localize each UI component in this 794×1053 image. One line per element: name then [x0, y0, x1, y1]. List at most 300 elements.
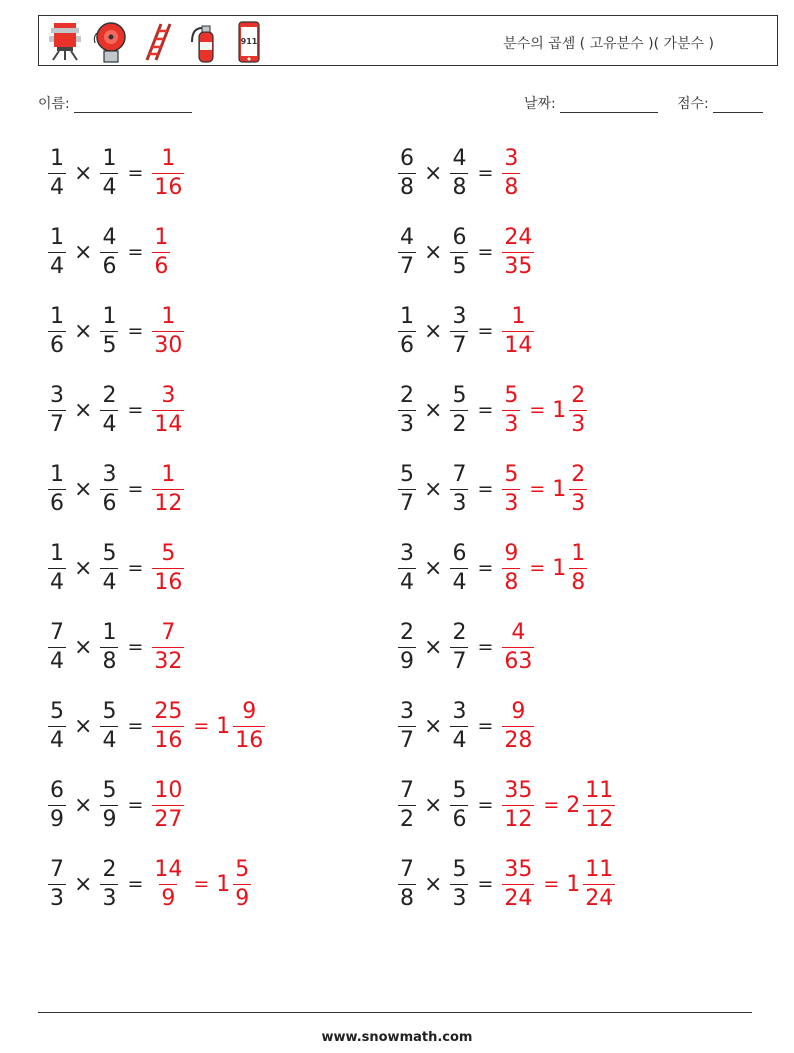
fraction-a: [48, 619, 66, 674]
score-label: 점수:: [677, 96, 709, 112]
numerator: 9: [511, 698, 526, 724]
answer: [500, 777, 617, 832]
mixed-whole: 1: [552, 555, 567, 581]
denominator: 8: [400, 174, 414, 200]
numerator: 6: [452, 540, 467, 566]
fraction-a: [398, 856, 416, 911]
problem-item: [46, 141, 186, 205]
worksheet-title: 분수의 곱셈 ( 고유분수 )( 가분수 ): [503, 36, 714, 52]
equals-sign: =: [127, 873, 144, 895]
denominator: 12: [585, 806, 614, 832]
answer: [150, 461, 186, 516]
equals-sign: =: [127, 636, 144, 658]
fraction-a: [48, 224, 66, 279]
equals-sign: =: [127, 478, 144, 500]
times-sign: ×: [74, 792, 93, 818]
numerator: 2: [571, 461, 586, 487]
numerator: 3: [102, 461, 117, 487]
numerator: 7: [400, 777, 414, 803]
numerator: 1: [50, 540, 64, 566]
numerator: 1: [50, 461, 64, 487]
ladder-icon: [137, 20, 177, 64]
answer: [150, 540, 186, 595]
numerator: 1: [161, 145, 176, 171]
numerator: 6: [452, 224, 467, 250]
denominator: 2: [400, 806, 414, 832]
times-sign: ×: [424, 160, 443, 186]
times-sign: ×: [74, 555, 93, 581]
times-sign: ×: [424, 476, 443, 502]
numerator: 24: [504, 224, 533, 250]
denominator: 32: [154, 648, 183, 674]
fraction-a: [48, 461, 66, 516]
answer: [150, 145, 186, 200]
numerator: 5: [102, 698, 117, 724]
numerator: 5: [452, 777, 467, 803]
problem-item: [46, 299, 186, 363]
denominator: 2: [452, 411, 467, 437]
numerator: 4: [452, 145, 467, 171]
times-sign: ×: [74, 397, 93, 423]
denominator: 30: [154, 332, 183, 358]
equals-sign: =: [127, 399, 144, 421]
equals-sign: =: [127, 241, 144, 263]
answer-fraction: [152, 382, 184, 437]
date-label: 날짜:: [524, 96, 556, 112]
fraction-b: [100, 224, 118, 279]
denominator: 4: [50, 648, 64, 674]
mixed-fraction: [233, 856, 251, 911]
times-sign: ×: [74, 239, 93, 265]
denominator: 6: [400, 332, 414, 358]
denominator: 3: [50, 885, 64, 911]
answer: [150, 224, 172, 279]
numerator: 2: [400, 619, 414, 645]
denominator: 3: [452, 490, 467, 516]
problem-item: [396, 141, 522, 205]
fraction-a: [398, 303, 416, 358]
numerator: 1: [161, 461, 176, 487]
equals-sign: =: [477, 162, 494, 184]
numerator: 3: [400, 698, 414, 724]
denominator: 3: [571, 411, 586, 437]
fraction-b: [450, 540, 468, 595]
fraction-a: [398, 540, 416, 595]
numerator: 2: [452, 619, 467, 645]
fraction-b: [100, 698, 118, 753]
times-sign: ×: [424, 397, 443, 423]
denominator: 16: [235, 727, 264, 753]
numerator: 4: [102, 224, 117, 250]
times-sign: ×: [424, 555, 443, 581]
fraction-b: [100, 777, 118, 832]
answer: [150, 698, 267, 753]
denominator: 4: [102, 174, 117, 200]
denominator: 7: [400, 253, 414, 279]
times-sign: ×: [74, 713, 93, 739]
denominator: 24: [504, 885, 533, 911]
denominator: 24: [585, 885, 614, 911]
mixed-whole: 1: [552, 397, 567, 423]
numerator: 6: [400, 145, 414, 171]
numerator: 11: [585, 856, 614, 882]
mixed-fraction: [569, 382, 587, 437]
fraction-b: [450, 303, 468, 358]
numerator: 4: [400, 224, 414, 250]
fraction-a: [398, 145, 416, 200]
equals-sign: =: [127, 162, 144, 184]
fraction-b: [450, 382, 468, 437]
answer: [500, 698, 536, 753]
denominator: 63: [504, 648, 533, 674]
fire-hydrant-icon: [45, 20, 85, 64]
answer: [500, 382, 589, 437]
answer-fraction: [502, 698, 534, 753]
denominator: 5: [102, 332, 117, 358]
name-line[interactable]: [74, 98, 192, 113]
denominator: 3: [504, 490, 519, 516]
answer-fraction: [502, 145, 520, 200]
denominator: 6: [102, 490, 117, 516]
denominator: 4: [452, 569, 467, 595]
numerator: 3: [50, 382, 64, 408]
numerator: 5: [400, 461, 414, 487]
answer-equals-sign: =: [543, 873, 560, 895]
equals-sign: =: [477, 557, 494, 579]
equals-sign: =: [477, 794, 494, 816]
answer-equals-sign: =: [529, 478, 546, 500]
fraction-b: [100, 540, 118, 595]
answer-fraction: [152, 145, 184, 200]
denominator: 8: [571, 569, 586, 595]
denominator: 5: [452, 253, 467, 279]
answer-equals-sign: =: [543, 794, 560, 816]
problem-item: [396, 299, 536, 363]
numerator: 25: [154, 698, 183, 724]
mixed-fraction: [569, 540, 587, 595]
denominator: 6: [154, 253, 169, 279]
numerator: 1: [400, 303, 414, 329]
numerator: 11: [585, 777, 614, 803]
problem-item: [396, 457, 589, 521]
denominator: 12: [154, 490, 183, 516]
answer-fraction: [502, 777, 534, 832]
numerator: 2: [400, 382, 414, 408]
denominator: 4: [50, 727, 64, 753]
denominator: 6: [50, 332, 64, 358]
times-sign: ×: [424, 318, 443, 344]
score-field[interactable]: [677, 93, 763, 113]
times-sign: ×: [424, 713, 443, 739]
denominator: 7: [400, 490, 414, 516]
fraction-a: [48, 777, 66, 832]
numerator: 5: [452, 382, 467, 408]
fraction-b: [100, 382, 118, 437]
numerator: 10: [154, 777, 183, 803]
denominator: 8: [452, 174, 467, 200]
problem-item: [46, 457, 186, 521]
mixed-fraction: [569, 461, 587, 516]
fraction-b: [450, 224, 468, 279]
equals-sign: =: [477, 636, 494, 658]
answer-fraction: [152, 224, 170, 279]
times-sign: ×: [424, 239, 443, 265]
fraction-a: [398, 224, 416, 279]
times-sign: ×: [74, 634, 93, 660]
answer-fraction: [152, 303, 184, 358]
numerator: 1: [102, 619, 117, 645]
fire-extinguisher-icon: [183, 20, 223, 64]
header-icons: [45, 20, 269, 64]
answer: [500, 619, 536, 674]
name-field[interactable]: [38, 93, 192, 113]
problem-item: [46, 773, 186, 837]
denominator: 16: [154, 569, 183, 595]
answer-equals-sign: =: [529, 399, 546, 421]
numerator: 1: [50, 224, 64, 250]
fraction-a: [48, 698, 66, 753]
answer-equals-sign: =: [193, 873, 210, 895]
name-label: 이름:: [38, 96, 70, 112]
numerator: 5: [161, 540, 176, 566]
answer: [500, 461, 589, 516]
mixed-whole: 2: [566, 792, 581, 818]
denominator: 8: [102, 648, 117, 674]
mixed-fraction: [233, 698, 265, 753]
denominator: 7: [50, 411, 64, 437]
numerator: 7: [161, 619, 176, 645]
numerator: 5: [235, 856, 250, 882]
answer: [150, 382, 186, 437]
problem-item: [46, 852, 253, 916]
denominator: 7: [400, 727, 414, 753]
numerator: 5: [102, 777, 117, 803]
equals-sign: =: [477, 241, 494, 263]
fraction-a: [48, 382, 66, 437]
problem-item: [46, 220, 172, 284]
answer-fraction: [152, 619, 184, 674]
answer-fraction: [152, 540, 184, 595]
answer: [150, 619, 186, 674]
problem-item: [396, 220, 536, 284]
answer-fraction: [502, 856, 534, 911]
numerator: 5: [50, 698, 64, 724]
denominator: 8: [504, 569, 519, 595]
denominator: 9: [102, 806, 117, 832]
numerator: 7: [50, 619, 64, 645]
denominator: 4: [452, 727, 467, 753]
times-sign: ×: [424, 792, 443, 818]
answer: [500, 856, 617, 911]
denominator: 4: [50, 253, 64, 279]
denominator: 3: [504, 411, 519, 437]
numerator: 1: [511, 303, 526, 329]
denominator: 16: [154, 174, 183, 200]
numerator: 35: [504, 777, 533, 803]
denominator: 4: [102, 727, 117, 753]
equals-sign: =: [127, 320, 144, 342]
fraction-b: [450, 145, 468, 200]
fraction-a: [398, 698, 416, 753]
numerator: 7: [400, 856, 414, 882]
denominator: 7: [452, 332, 467, 358]
fraction-b: [100, 856, 118, 911]
fraction-b: [100, 619, 118, 674]
answer: [500, 224, 536, 279]
answer: [500, 303, 536, 358]
numerator: 1: [50, 303, 64, 329]
numerator: 5: [452, 856, 467, 882]
fraction-a: [398, 382, 416, 437]
numerator: 1: [102, 145, 117, 171]
numerator: 5: [102, 540, 117, 566]
equals-sign: =: [127, 794, 144, 816]
answer-fraction: [502, 224, 534, 279]
answer: [150, 303, 186, 358]
problem-item: [396, 378, 589, 442]
numerator: 5: [504, 461, 519, 487]
answer-fraction: [152, 856, 184, 911]
numerator: 1: [102, 303, 117, 329]
answer: [150, 856, 253, 911]
header-box: [38, 15, 778, 66]
denominator: 3: [102, 885, 117, 911]
answer-fraction: [502, 461, 520, 516]
times-sign: ×: [74, 318, 93, 344]
problem-item: [396, 615, 536, 679]
fraction-b: [450, 698, 468, 753]
denominator: 4: [50, 569, 64, 595]
fraction-a: [48, 145, 66, 200]
numerator: 2: [102, 382, 117, 408]
fraction-b: [450, 856, 468, 911]
denominator: 7: [452, 648, 467, 674]
fraction-a: [398, 619, 416, 674]
numerator: 7: [50, 856, 64, 882]
numerator: 9: [504, 540, 519, 566]
denominator: 3: [571, 490, 586, 516]
answer-fraction: [152, 461, 184, 516]
numerator: 7: [452, 461, 467, 487]
date-line[interactable]: [560, 98, 658, 113]
fraction-b: [450, 777, 468, 832]
denominator: 9: [400, 648, 414, 674]
answer-fraction: [152, 777, 184, 832]
mixed-whole: 1: [552, 476, 567, 502]
numerator: 5: [504, 382, 519, 408]
equals-sign: =: [477, 478, 494, 500]
denominator: 6: [452, 806, 467, 832]
times-sign: ×: [424, 634, 443, 660]
fraction-a: [398, 461, 416, 516]
svg-text:911: 911: [240, 37, 258, 46]
denominator: 16: [154, 727, 183, 753]
equals-sign: =: [477, 873, 494, 895]
phone-911-icon: [229, 20, 269, 64]
answer: [500, 145, 522, 200]
mixed-fraction: [583, 777, 615, 832]
numerator: 3: [452, 303, 467, 329]
fire-alarm-bell-icon: [91, 20, 131, 64]
fraction-b: [450, 461, 468, 516]
denominator: 14: [504, 332, 533, 358]
equals-sign: =: [127, 557, 144, 579]
denominator: 3: [400, 411, 414, 437]
problem-item: [46, 694, 267, 758]
denominator: 4: [400, 569, 414, 595]
times-sign: ×: [74, 476, 93, 502]
footer-url: www.snowmath.com: [321, 1030, 473, 1045]
answer-fraction: [152, 698, 184, 753]
answer-fraction: [502, 540, 520, 595]
fraction-b: [450, 619, 468, 674]
denominator: 35: [504, 253, 533, 279]
equals-sign: =: [477, 399, 494, 421]
problem-item: [396, 773, 617, 837]
numerator: 2: [571, 382, 586, 408]
numerator: 35: [504, 856, 533, 882]
denominator: 9: [50, 806, 64, 832]
problem-item: [46, 536, 186, 600]
denominator: 9: [235, 885, 250, 911]
fraction-a: [48, 856, 66, 911]
fraction-a: [48, 540, 66, 595]
denominator: 4: [50, 174, 64, 200]
answer-fraction: [502, 619, 534, 674]
denominator: 6: [102, 253, 117, 279]
times-sign: ×: [74, 871, 93, 897]
mixed-whole: 1: [216, 871, 231, 897]
denominator: 28: [504, 727, 533, 753]
numerator: 2: [102, 856, 117, 882]
equals-sign: =: [127, 715, 144, 737]
equals-sign: =: [477, 320, 494, 342]
numerator: 3: [452, 698, 467, 724]
footer-divider: [38, 1012, 752, 1013]
problem-item: [396, 694, 536, 758]
answer-fraction: [502, 382, 520, 437]
denominator: 12: [504, 806, 533, 832]
numerator: 4: [511, 619, 526, 645]
fraction-a: [398, 777, 416, 832]
problem-item: [46, 378, 186, 442]
times-sign: ×: [74, 160, 93, 186]
numerator: 9: [242, 698, 257, 724]
score-line[interactable]: [713, 98, 763, 113]
numerator: 3: [400, 540, 414, 566]
numerator: 1: [571, 540, 586, 566]
answer-equals-sign: =: [193, 715, 210, 737]
numerator: 6: [50, 777, 64, 803]
denominator: 14: [154, 411, 183, 437]
denominator: 8: [400, 885, 414, 911]
mixed-fraction: [583, 856, 615, 911]
fraction-b: [100, 145, 118, 200]
problem-item: [46, 615, 186, 679]
denominator: 27: [154, 806, 183, 832]
numerator: 1: [161, 303, 176, 329]
answer: [500, 540, 589, 595]
denominator: 9: [161, 885, 176, 911]
problem-item: [396, 536, 589, 600]
date-field[interactable]: [524, 93, 658, 113]
denominator: 4: [102, 411, 117, 437]
equals-sign: =: [477, 715, 494, 737]
numerator: 3: [504, 145, 519, 171]
fraction-b: [100, 461, 118, 516]
problem-item: [396, 852, 617, 916]
answer-fraction: [502, 303, 534, 358]
